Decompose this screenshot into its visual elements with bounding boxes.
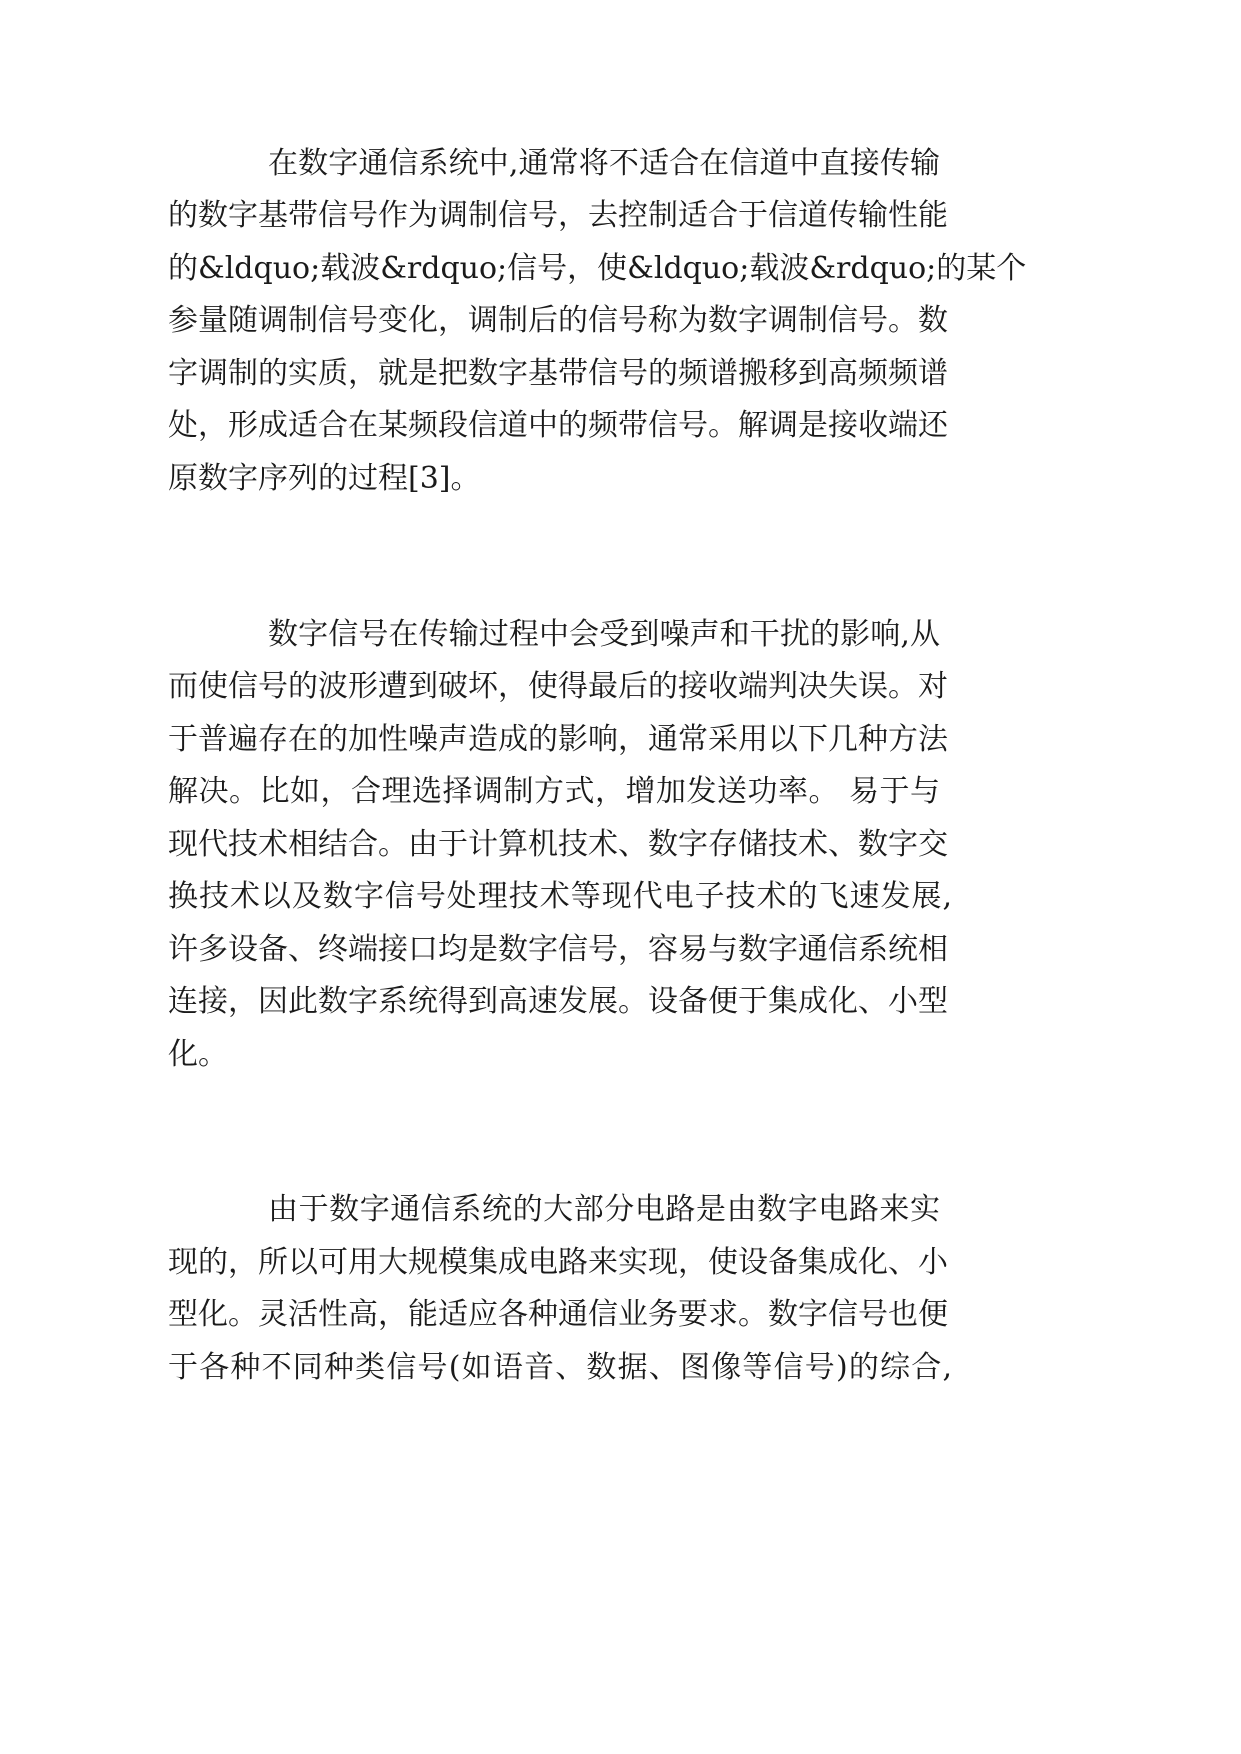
paragraph-line: 解决。比如，合理选择调制方式，增加发送功率。 易于与 [168,774,941,809]
paragraph-line: 在数字通信系统中,通常将不适合在信道中直接传输 [268,146,941,181]
paragraph-line: 而使信号的波形遭到破坏，使得最后的接收端判决失误。对 [168,669,948,704]
paragraph-line: 处，形成适合在某频段信道中的频带信号。解调是接收端还 [168,408,948,443]
paragraph-line: 的&ldquo;载波&rdquo;信号，使&ldquo;载波&rdquo;的某个 [168,251,1027,286]
paragraph-line: 许多设备、终端接口均是数字信号，容易与数字通信系统相 [168,932,948,967]
paragraph-line: 字调制的实质，就是把数字基带信号的频谱搬移到高频频谱 [168,356,948,391]
paragraph-line: 由于数字通信系统的大部分电路是由数字电路来实 [268,1192,941,1227]
paragraph-line: 换技术以及数字信号处理技术等现代电子技术的飞速发展, [168,879,953,914]
paragraph-line: 于普遍存在的加性噪声造成的影响，通常采用以下几种方法 [168,722,948,757]
paragraph-line: 型化。灵活性高，能适应各种通信业务要求。数字信号也便 [168,1297,948,1332]
paragraph-line: 现的，所以可用大规模集成电路来实现，使设备集成化、小 [168,1245,948,1280]
paragraph-line: 连接，因此数字系统得到高速发展。设备便于集成化、小型 [168,984,948,1019]
paragraph-line: 化。 [168,1037,228,1072]
paragraph-line: 参量随调制信号变化，调制后的信号称为数字调制信号。数 [168,303,948,338]
paragraph-line: 的数字基带信号作为调制信号，去控制适合于信道传输性能 [168,198,948,233]
paragraph-line: 于各种不同种类信号(如语音、数据、图像等信号)的综合, [168,1350,954,1385]
paragraph-line: 现代技术相结合。由于计算机技术、数字存储技术、数字交 [168,827,948,862]
paragraph-line: 数字信号在传输过程中会受到噪声和干扰的影响,从 [268,617,941,652]
paragraph-line: 原数字序列的过程[3]。 [168,461,481,496]
